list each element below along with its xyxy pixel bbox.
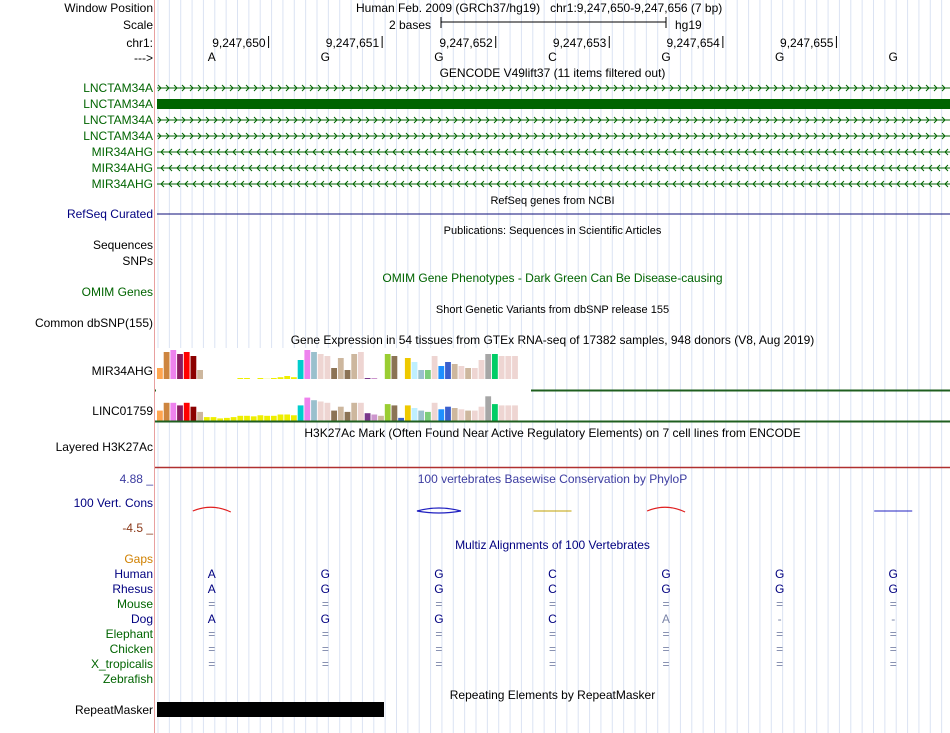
phylop-min-label: -4.5 _ [122, 521, 153, 535]
multiz-base: G [434, 612, 444, 626]
multiz-base: = [208, 597, 216, 611]
multiz-base: = [435, 657, 443, 671]
multiz-base: = [321, 627, 329, 641]
multiz-base: G [320, 612, 331, 626]
gtex-bar [492, 404, 498, 421]
multiz-base: = [776, 657, 784, 671]
gtex-bar [278, 415, 284, 422]
position-range: chr1:9,247,650-9,247,656 (7 bp) [550, 1, 723, 15]
multiz-species-label: Zebrafish [102, 672, 153, 686]
gtex-bar [291, 415, 297, 421]
gtex-bar [284, 415, 290, 422]
multiz-base: G [434, 567, 444, 581]
gtex-bar [318, 402, 324, 422]
gtex-bar [164, 403, 170, 421]
gtex-bar [345, 412, 351, 421]
multiz-base: = [776, 597, 784, 611]
phylop-label[interactable]: 100 Vert. Cons [73, 496, 153, 510]
multiz-base: G [774, 582, 785, 596]
multiz-base: = [889, 657, 897, 671]
multiz-base: A [207, 582, 216, 596]
base-letter: G [661, 50, 671, 64]
gencode-item-label: MIR34AHG [91, 161, 153, 175]
gtex-bar [412, 408, 418, 421]
multiz-base: - [891, 612, 896, 626]
gencode-item-label: LNCTAM34A [83, 81, 153, 95]
gtex-bar [325, 403, 331, 421]
phylop-max-label: 4.88 _ [119, 472, 153, 486]
gtex-track-title[interactable]: Gene Expression in 54 tissues from GTEx RNA-seq of 17382 samples, 948 donors (V8, Aug 2019) [290, 333, 815, 347]
gtex-bar [338, 407, 344, 421]
multiz-base: = [776, 642, 784, 656]
multiz-species-label: Human [114, 567, 153, 581]
base-letter: C [548, 50, 557, 64]
gtex-bar [264, 416, 270, 421]
coordinate-label: 9,247,651 [325, 36, 380, 50]
multiz-base: G [434, 582, 444, 596]
multiz-base: = [321, 657, 329, 671]
gtex-bar [170, 403, 176, 421]
snps-label[interactable]: SNPs [122, 254, 153, 268]
multiz-base: = [435, 627, 443, 641]
multiz-species-label: X_tropicalis [90, 657, 153, 671]
multiz-base: = [208, 627, 216, 641]
multiz-base: = [889, 597, 897, 611]
multiz-base: = [208, 657, 216, 671]
window-position-label: Window Position [64, 1, 153, 15]
gencode-item-label: MIR34AHG [91, 145, 153, 159]
coordinate-label: 9,247,650 [212, 36, 266, 50]
multiz-species-label: Elephant [105, 627, 153, 641]
multiz-base: C [548, 612, 557, 626]
gencode-exon-block [157, 99, 950, 109]
gtex-bar [365, 413, 371, 421]
gtex-bar [392, 405, 398, 421]
repeatmasker-block [157, 702, 384, 717]
scale-label: Scale [122, 18, 153, 32]
phylop-track-title[interactable]: 100 vertebrates Basewise Conservation by PhyloP [417, 472, 688, 486]
gtex-bar [385, 404, 391, 421]
gtex-gene-label-mir34ahg[interactable]: MIR34AHG [91, 364, 153, 378]
gtex-bar [271, 416, 277, 421]
multiz-base: G [661, 582, 671, 596]
multiz-base: = [662, 597, 670, 611]
multiz-species-label: Dog [130, 612, 153, 626]
coordinate-label: 9,247,653 [552, 36, 607, 50]
multiz-base: = [548, 627, 556, 641]
gtex-bar [438, 409, 444, 421]
multiz-base: = [548, 642, 556, 656]
h3k27ac-track-title[interactable]: H3K27Ac Mark (Often Found Near Active Regulatory Elements) on 7 cell lines from ENCODE [304, 426, 801, 440]
multiz-track-title[interactable]: Multiz Alignments of 100 Vertebrates [455, 538, 650, 552]
multiz-base: A [662, 612, 671, 626]
coordinate-label: 9,247,654 [666, 36, 720, 50]
multiz-species-label: Rhesus [112, 582, 153, 596]
gtex-bar [244, 416, 250, 421]
multiz-base: = [435, 642, 443, 656]
assembly-name: Human Feb. 2009 (GRCh37/hg19) [356, 1, 541, 15]
repeatmasker-label[interactable]: RepeatMasker [74, 703, 153, 717]
base-letter: G [774, 50, 785, 64]
coordinate-label: 9,247,652 [439, 36, 493, 50]
multiz-base: = [321, 597, 329, 611]
multiz-base: C [548, 582, 557, 596]
phylop-signal [193, 507, 231, 512]
omim-label[interactable]: OMIM Genes [81, 285, 153, 299]
multiz-base: C [548, 567, 557, 581]
multiz-base: = [776, 627, 784, 641]
base-letter: G [434, 50, 444, 64]
gtex-bar [371, 415, 377, 422]
gtex-bar [425, 412, 431, 421]
multiz-base: G [888, 582, 898, 596]
gtex-bar [204, 417, 210, 421]
gtex-bar [358, 403, 364, 421]
multiz-base: = [435, 597, 443, 611]
multiz-base: G [888, 567, 898, 581]
gtex-bar [237, 416, 243, 421]
gtex-bar [418, 411, 424, 421]
gencode-item-label: MIR34AHG [91, 177, 153, 191]
gtex-bar [304, 398, 310, 421]
multiz-base: = [662, 627, 670, 641]
gencode-item-label: LNCTAM34A [83, 113, 153, 127]
gencode-item-label: LNCTAM34A [83, 97, 153, 111]
multiz-base: = [548, 657, 556, 671]
gtex-bar [258, 415, 264, 421]
multiz-base: - [777, 612, 782, 626]
multiz-base: = [889, 627, 897, 641]
repeatmasker-track-title[interactable]: Repeating Elements by RepeatMasker [449, 688, 656, 702]
gtex-bar [445, 407, 451, 421]
gtex-bar [184, 403, 190, 421]
gtex-bar [191, 407, 197, 421]
multiz-base: = [662, 642, 670, 656]
gtex-bar [157, 411, 163, 421]
multiz-base: = [662, 657, 670, 671]
gtex-bar [331, 411, 337, 421]
h3k27ac-label[interactable]: Layered H3K27Ac [55, 440, 153, 454]
phylop-signal [417, 508, 461, 513]
gtex-gene-label-linc01759[interactable]: LINC01759 [92, 404, 153, 418]
gtex-bar [231, 417, 237, 421]
gtex-bar [459, 409, 465, 421]
multiz-base: = [889, 642, 897, 656]
multiz-base: A [207, 612, 216, 626]
gtex-bar [211, 417, 217, 421]
multiz-base: G [774, 567, 785, 581]
gtex-bar [311, 400, 317, 421]
chromosome-label: chr1: [126, 36, 153, 50]
publications-track-title[interactable]: Publications: Sequences in Scientific Articles [443, 225, 662, 237]
multiz-species-label: Mouse [116, 597, 153, 611]
scale-text: 2 bases [389, 18, 432, 32]
phylop-signal [647, 507, 685, 512]
gtex-bar [251, 416, 257, 421]
multiz-base: = [208, 642, 216, 656]
strand-arrow-label: ---> [134, 51, 153, 65]
multiz-base: G [661, 567, 671, 581]
gtex-bar [452, 408, 458, 421]
gaps-label: Gaps [124, 552, 153, 566]
gencode-track-title[interactable]: GENCODE V49lift37 (11 items filtered out) [439, 66, 666, 80]
gtex-bar [432, 403, 438, 421]
base-letter: A [207, 50, 216, 64]
multiz-base: G [320, 582, 331, 596]
gtex-bar [465, 411, 471, 421]
gtex-bar [485, 396, 491, 421]
position-title[interactable] [356, 1, 722, 15]
gtex-bar [405, 405, 411, 421]
omim-track-title[interactable]: OMIM Gene Phenotypes - Dark Green Can Be Disease-causing [382, 271, 723, 285]
gtex-bar [479, 407, 485, 421]
gtex-bar [472, 411, 478, 421]
base-letter: G [888, 50, 898, 64]
multiz-base: G [320, 567, 331, 581]
gtex-bar [298, 405, 304, 421]
coordinate-label: 9,247,655 [780, 36, 834, 50]
gtex-bar [177, 405, 183, 421]
multiz-species-label: Chicken [109, 642, 153, 656]
multiz-base: = [548, 597, 556, 611]
multiz-base: A [207, 567, 216, 581]
base-letter: G [320, 50, 331, 64]
gtex-bar [378, 416, 384, 421]
gtex-bar [197, 412, 203, 421]
dbsnp-track-title[interactable]: Short Genetic Variants from dbSNP release 155 [435, 304, 670, 316]
scale-db: hg19 [675, 18, 702, 32]
gtex-bar [512, 405, 518, 421]
refseq-track-title[interactable]: RefSeq genes from NCBI [490, 195, 615, 207]
refseq-label[interactable]: RefSeq Curated [66, 207, 153, 221]
gencode-item-label: LNCTAM34A [83, 129, 153, 143]
gtex-bar [499, 405, 505, 421]
gtex-bar [351, 403, 357, 421]
sequences-label[interactable]: Sequences [92, 238, 153, 252]
multiz-base: = [321, 642, 329, 656]
gtex-bar [505, 405, 511, 421]
dbsnp-label[interactable]: Common dbSNP(155) [34, 316, 153, 330]
